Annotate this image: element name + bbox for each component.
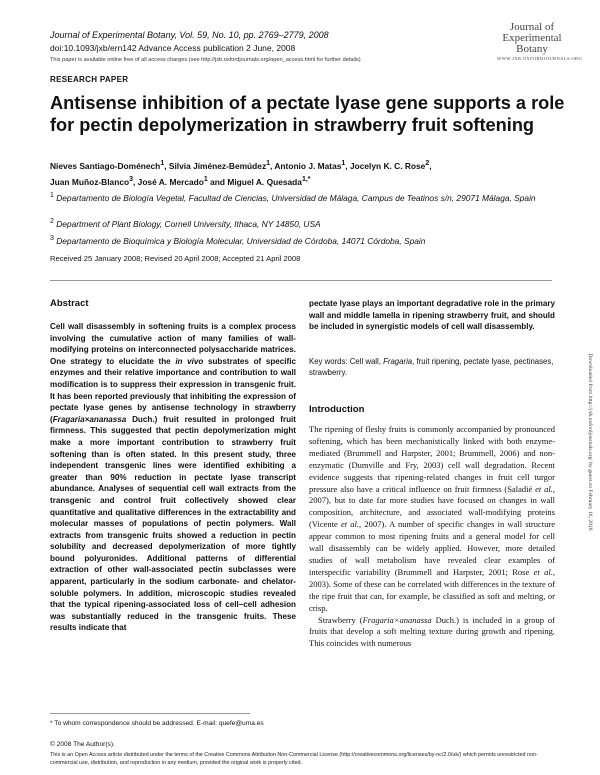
logo-line-3: Botany: [516, 43, 548, 55]
affiliation-2: [50, 216, 570, 230]
intro-italic: Fragaria×ananassa: [362, 614, 432, 625]
intro-italic: et al.: [340, 519, 360, 530]
author-affiliation-mark: 3: [129, 175, 133, 183]
author-name: Antonio J. Matas: [274, 160, 342, 171]
received-dates: Received 25 January 2008; Revised 20 April 2008; Accepted 21 April 2008: [50, 254, 301, 263]
affiliation-text: Department of Plant Biology, Cornell University, Ithaca, NY 14850, USA: [56, 218, 321, 229]
keywords-label: Key words:: [309, 357, 348, 366]
author-name: Silvia Jiménez-Bemúdez: [168, 160, 267, 171]
keywords-text: Cell wall,: [347, 357, 384, 366]
author-affiliation-mark: 1: [160, 160, 165, 167]
affiliation-number: 2: [50, 218, 54, 225]
author-separator: ,: [164, 160, 169, 171]
logo-line-2: Experimental: [502, 32, 562, 44]
affiliation-1: [50, 190, 570, 204]
abstract-body: [50, 321, 296, 634]
keywords-text: , fruit ripening, pectate lyase, pectinases, strawberry.: [309, 357, 554, 377]
author-affiliation-mark: 1: [266, 160, 271, 167]
affiliation-number: 1: [50, 192, 54, 199]
abstract-heading: Abstract: [50, 298, 89, 309]
author-list: [50, 157, 570, 189]
author-separator: and: [207, 176, 228, 187]
intro-text: , 2007). A number of specific changes in wall structure appear common to most ripening fruits and a general model for cell wall disassembly can be widely applied. However, more detailed studies of wall metabolism have revealed clear examples of interspecific variability (Brummell and Harpster, 2001; Rose: [309, 519, 556, 577]
download-note-text: Downloaded from http://jxb.oxfordjournals.org/ by guest on February 16, 2016: [587, 353, 593, 531]
author-name: Nieves Santiago-Doménech: [50, 160, 161, 171]
affiliation-number: 3: [50, 235, 54, 242]
intro-text: Strawberry (: [318, 614, 363, 625]
logo-url: WWW.JXB.OXFORDJOURNALS.ORG: [497, 56, 583, 61]
intro-paragraph-2: [309, 615, 555, 651]
author-affiliation-mark: 2: [425, 160, 430, 167]
journal-logo: [497, 21, 583, 63]
journal-citation: Journal of Experimental Botany, Vol. 59, No. 10, pp. 2769–2779, 2008: [50, 30, 329, 40]
doi-line: doi:10.1093/jxb/ern142 Advance Access publication 2 June, 2008: [50, 43, 296, 53]
correspondence-footnote: * To whom correspondence should be addressed. E-mail: quefe@uma.es: [50, 720, 264, 727]
logo-line-1: Journal of: [509, 21, 555, 33]
intro-text: Duch.) is included in a group of fruits that develop a soft melting texture during growth and ripening. This coincides with numerous: [309, 614, 555, 649]
author-name: Jocelyn K. C. Rose: [349, 160, 426, 171]
abstract-italic: in vivo: [175, 356, 204, 366]
author-affiliation-mark: 1: [203, 175, 208, 183]
open-access-note: This paper is available online free of all access charges (see http://jxb.oxfordjournals.org/open_access.html for further details): [50, 57, 361, 63]
introduction-heading: Introduction: [309, 404, 365, 415]
author-separator: ,: [345, 160, 350, 171]
section-label: RESEARCH PAPER: [50, 75, 129, 84]
author-separator: ,: [270, 160, 275, 171]
affiliation-text: Departamento de Bioquímica y Biología Molecular, Universidad de Córdoba, 14071 Córdoba, Spain: [56, 235, 426, 246]
header-divider: [50, 280, 552, 281]
affiliation-3: [50, 233, 570, 247]
download-note: [585, 262, 595, 622]
author-separator: ,: [429, 160, 432, 171]
intro-italic: et al.: [533, 566, 553, 577]
paper-title: Antisense inhibition of a pectate lyase gene supports a role for pectin depolymerization in strawberry fruit softening: [50, 93, 565, 135]
affiliation-text: Departamento de Biología Vegetal, Facultad de Ciencias, Universidad de Málaga, Campus de Teatinos s/n, 29071 Málaga, Spain: [56, 192, 536, 203]
footnote-divider: [50, 713, 250, 714]
intro-text: , 2003). Some of these can be correlated with differences in the texture of the ripe fruit that can, for example, be classified as soft and melting, or crisp.: [309, 566, 555, 613]
intro-text: , 2007), but to date far more studies have focused on changes in wall composition, architecture, and associated wall-modifying proteins (Vicente: [309, 483, 556, 530]
abstract-text: Cell wall disassembly in softening fruits is a complex process involving the cumulative action of many families of wall-modifying proteins on interconnected polysaccharide matrices. One strategy to elucidate the: [50, 322, 296, 366]
abstract-text: substrates of specific enzymes and their relative importance and contribution to wall modification is to suppress their expression in transgenic fruit. It has been reported previously that inhibiting the expression of pectate lyase genes by antisense technology in strawberry (: [50, 356, 296, 424]
intro-text: The ripening of fleshy fruits is commonly accompanied by pronounced softening, which has been mechanistically linked with both enzyme-mediated (Brummell and Harpster, 2001; Brummell, 2006) and non-enzymatic (Dumville and Fry, 2003) cell wall degradation. Recent evidence suggests that ripening-related changes in fruit cell turgor pressure also have a critical influence on fruit firmness (Saladié: [309, 424, 555, 494]
license-text: This is an Open Access article distributed under the terms of the Creative Commons Attribution Non-Commercial License (http://creativecommons.org/licenses/by-nc/2.0/uk/) which permits unrestricted non-commercial use, distribution, and reproduction in any medium, provided the original work is properly cited.: [50, 752, 538, 766]
author-name: Miguel A. Quesada: [227, 176, 302, 187]
keywords-italic: Fragaria: [383, 357, 413, 366]
intro-paragraph-1: [309, 424, 555, 615]
introduction-body: [309, 424, 555, 650]
author-affiliation-mark: 1: [341, 160, 346, 167]
copyright-line: © 2008 The Author(s).: [50, 741, 115, 748]
author-separator: ,: [133, 176, 138, 187]
author-affiliation-mark: 1,*: [301, 175, 311, 183]
author-name: Juan Muñoz-Blanco: [50, 176, 130, 187]
abstract-text: Duch.) fruit resulted in prolonged fruit firmness. This suggested that pectin depolymerization might make a more important contribution to strawberry fruit softening than is often stated. In this present study, three independent transgenic lines were identified exhibiting a greater than 90% reduction in pectate lyase transcript abundance. Analyses of sequential cell wall extracts from the transgenic and control fruit collectively showed clear quantitative and qualitative differences in the extractability and molecular masses of populations of pectin polymers. Wall extracts from transgenic fruits showed a reduction in pectin solubility and decreased depolymerization of more tightly bound polyuronides. Additional patterns of differential extraction of other wall-associated pectin subclasses were apparent, particularly in the sodium carbonate- and chelator-soluble polymers. In addition, microscopic studies revealed that the typical ripening-associated loss of cell–cell adhesion was substantially reduced in the transgenic fruits. These results indicate that: [50, 414, 296, 633]
abstract-continued: pectate lyase plays an important degradative role in the primary wall and middle lamella in ripening strawberry fruit, and should be included in synergistic models of cell wall disassembly.: [309, 299, 555, 332]
abstract-italic: Fragaria×ananassa: [52, 414, 127, 424]
intro-italic: et al.: [535, 483, 553, 494]
author-name: José A. Mercado: [137, 176, 204, 187]
keywords: [309, 356, 555, 378]
